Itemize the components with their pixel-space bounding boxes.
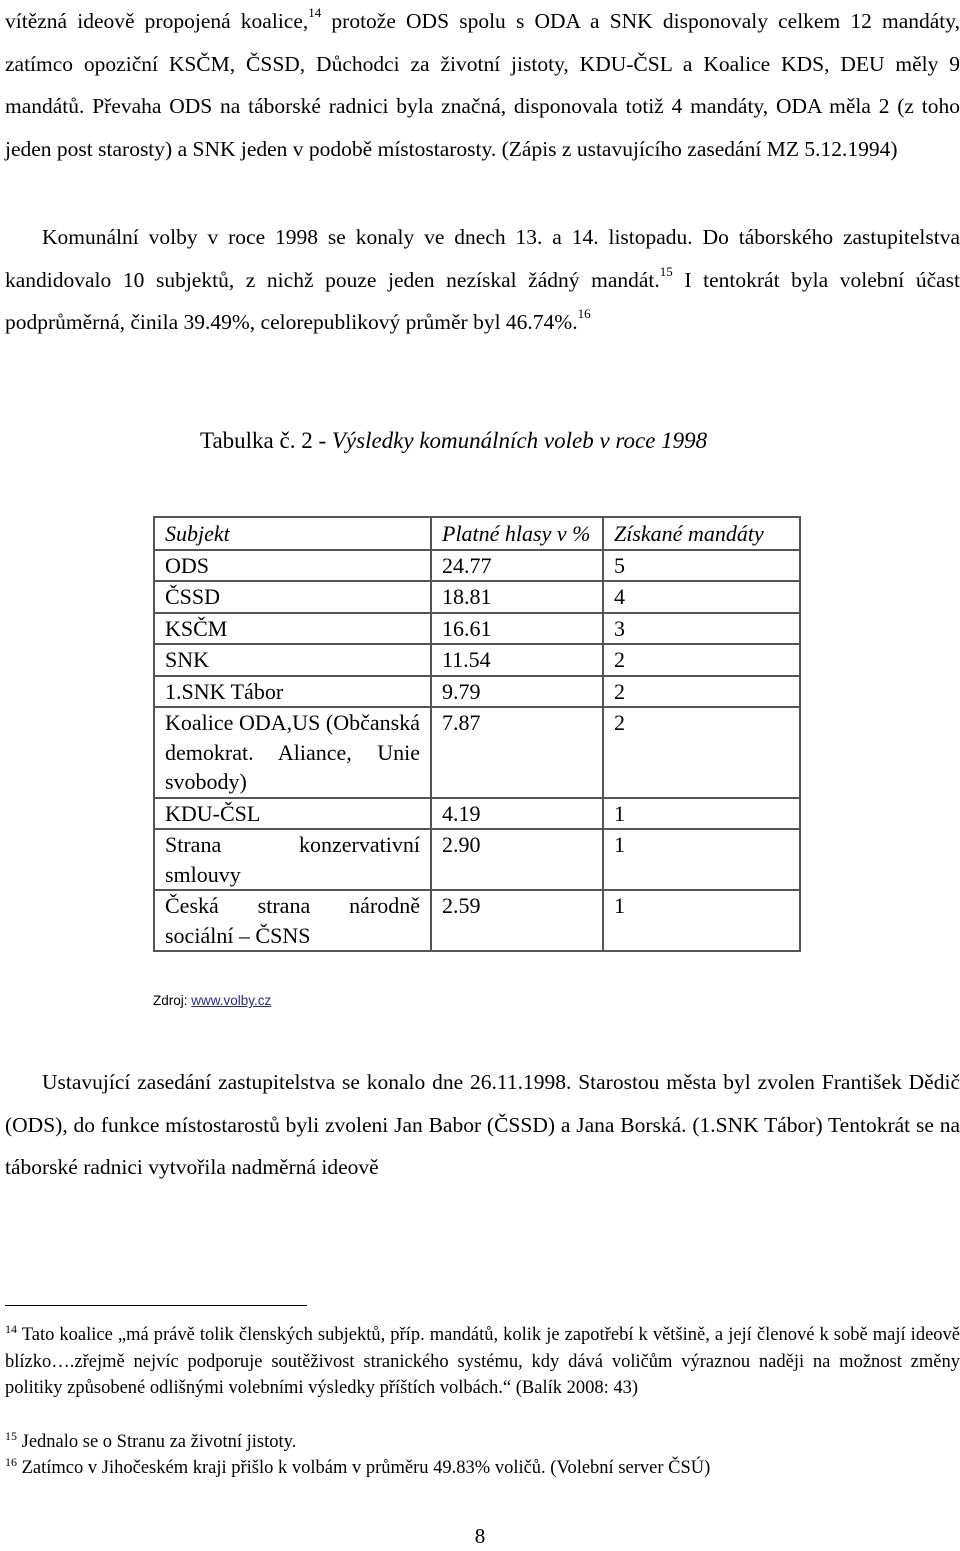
cell-subject: ODS <box>154 550 431 582</box>
table-row <box>154 798 800 830</box>
header-mandates: Získané mandáty <box>603 517 800 550</box>
cell-mandates: 1 <box>603 798 800 830</box>
paragraph-elections-1998 <box>5 216 960 344</box>
paragraph-coalition <box>5 0 960 170</box>
cell-votes: 24.77 <box>431 550 603 582</box>
cell-mandates: 2 <box>603 644 800 676</box>
page-number: 8 <box>474 1524 486 1548</box>
cell-subject: KDU-ČSL <box>154 798 431 830</box>
header-subject: Subjekt <box>154 517 431 550</box>
cell-votes: 7.87 <box>431 707 603 798</box>
cell-mandates: 1 <box>603 829 800 890</box>
cell-subject: SNK <box>154 644 431 676</box>
source-link[interactable]: www.volby.cz <box>191 993 272 1008</box>
cell-mandates: 5 <box>603 550 800 582</box>
cell-votes: 11.54 <box>431 644 603 676</box>
cell-mandates: 3 <box>603 613 800 645</box>
source-label: Zdroj: <box>153 993 192 1008</box>
footnote-14 <box>5 1322 960 1402</box>
cell-subject: ČSSD <box>154 581 431 613</box>
table-row <box>154 613 800 645</box>
table-source <box>153 993 271 1008</box>
footnote-ref-16[interactable]: 16 <box>577 306 591 321</box>
cell-mandates: 4 <box>603 581 800 613</box>
cell-votes: 4.19 <box>431 798 603 830</box>
table-row <box>154 644 800 676</box>
footnote-text: Tato koalice „má právě tolik členských subjektů, příp. mandátů, kolik je zapotřebí k většině, a její členové k sobě mají ideově blízko….zřejmě nejvíc podporuje soutěživost stranického systému, kdy dává voličům výraznou naději na možnost změny politiky způsobené odlišnými volebními výsledky příštích volbách.“ (Balík 2008: 43) <box>5 1325 960 1398</box>
cell-votes: 2.59 <box>431 890 603 951</box>
footnote-number: 15 <box>5 1429 17 1443</box>
cell-subject: KSČM <box>154 613 431 645</box>
paragraph-text: protože ODS spolu s ODA a SNK disponovaly celkem 12 mandáty, zatímco opoziční KSČM, ČSSD, Důchodci za životní jistoty, KDU-ČSL a Koalice KDS, DEU měly 9 mandátů. Převaha ODS na táborské radnici byla značná, disponovala totiž 4 mandáty, ODA měla 2 (z toho jeden post starosty) a SNK jeden v podobě místostarosty. (Zápis z ustavujícího zasedání MZ 5.12.1994) <box>5 9 960 161</box>
cell-mandates: 2 <box>603 676 800 708</box>
footnote-15 <box>5 1429 960 1456</box>
footnote-number: 14 <box>5 1322 17 1336</box>
paragraph-text: vítězná ideově propojená koalice, <box>5 9 309 33</box>
footnote-text: Zatímco v Jihočeském kraji přišlo k volbám v průměru 49.83% voličů. (Volební server ČSÚ) <box>17 1458 711 1478</box>
cell-mandates: 1 <box>603 890 800 951</box>
paragraph-text: I tentokrát byla volební účast podprůměrná, činila 39.49%, celorepublikový průměr byl 46.74%. <box>5 267 960 334</box>
caption-title: Výsledky komunálních voleb v roce 1998 <box>331 428 708 453</box>
paragraph-constitutive-meeting: Ustavující zasedání zastupitelstva se konalo dne 26.11.1998. Starostou města byl zvolen František Dědič (ODS), do funkce místostarostů byli zvoleni Jan Babor (ČSSD) a Jana Borská. (1.SNK Tábor) Tentokrát se na táborské radnici vytvořila nadměrná ideově <box>5 1070 960 1179</box>
caption-prefix: Tabulka č. 2 - <box>200 428 332 453</box>
footnote-separator <box>5 1305 307 1306</box>
footnote-text: Jednalo se o Stranu za životní jistoty. <box>17 1432 297 1452</box>
table-caption <box>200 426 900 456</box>
cell-votes: 9.79 <box>431 676 603 708</box>
footnote-number: 16 <box>5 1455 17 1469</box>
table-row <box>154 890 800 951</box>
cell-votes: 18.81 <box>431 581 603 613</box>
table-row <box>154 707 800 798</box>
paragraph-text: Komunální volby v roce 1998 se konaly ve dnech 13. a 14. listopadu. Do táborského zastupitelstva kandidovalo 10 subjektů, z nichž pouze jeden nezískal žádný mandát. <box>5 225 960 292</box>
table-header-row <box>154 517 800 550</box>
cell-subject: 1.SNK Tábor <box>154 676 431 708</box>
cell-votes: 2.90 <box>431 829 603 890</box>
cell-mandates: 2 <box>603 707 800 798</box>
cell-subject: Strana konzervativní smlouvy <box>154 829 431 890</box>
footnote-16 <box>5 1455 960 1482</box>
table-row <box>154 550 800 582</box>
election-results-table <box>153 516 801 952</box>
cell-subject: Koalice ODA,US (Občanská demokrat. Aliance, Unie svobody) <box>154 707 431 798</box>
table-row <box>154 581 800 613</box>
cell-votes: 16.61 <box>431 613 603 645</box>
table-row <box>154 829 800 890</box>
footnote-ref-15[interactable]: 15 <box>659 263 673 279</box>
footnote-ref-14[interactable]: 14 <box>308 5 322 20</box>
header-valid-votes: Platné hlasy v % <box>431 517 603 550</box>
cell-subject: Česká strana národně sociální – ČSNS <box>154 890 431 951</box>
table-row <box>154 676 800 708</box>
